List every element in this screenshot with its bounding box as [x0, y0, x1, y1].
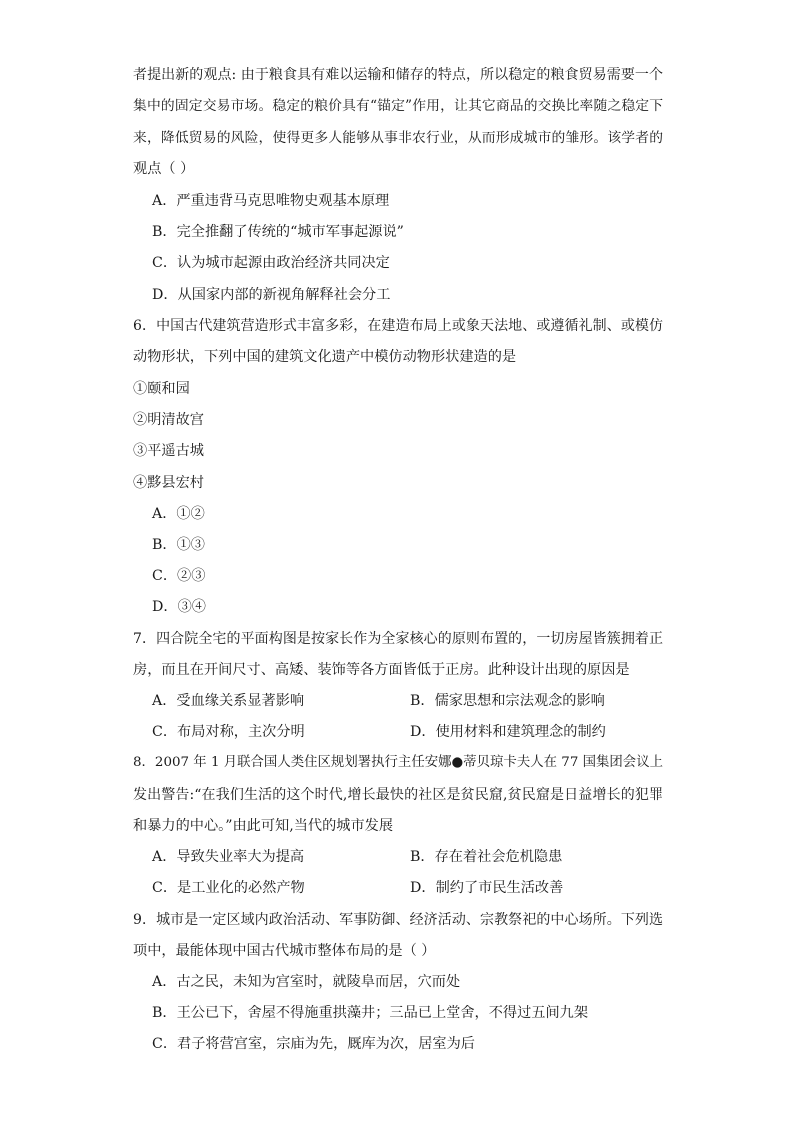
q5-line-1: 者提出新的观点: 由于粮食具有难以运输和储存的特点，所以稳定的粮食贸易需要一个: [133, 67, 663, 83]
q9-option-b: B．王公已下，舍屋不得施重拱藻井；三品已上堂舍，不得过五间九架: [152, 1005, 589, 1021]
q8-option-a: A．导致失业率大为提高: [152, 849, 305, 865]
q8-option-b: B．存在着社会危机隐患: [410, 849, 563, 865]
q8-line-3: 和暴力的中心。”由此可知,当代的城市发展: [133, 818, 394, 834]
q8-option-c: C．是工业化的必然产物: [152, 880, 305, 896]
q6-item-3: ③平遥古城: [133, 443, 204, 459]
q7-option-a: A．受血缘关系显著影响: [152, 693, 305, 709]
q8-line-1: 8．2007 年 1 月联合国人类住区规划署执行主任安娜●蒂贝琼卡夫人在 77 国集团会议上: [133, 755, 663, 770]
q5-option-a: A．严重违背马克思唯物史观基本原理: [152, 193, 390, 209]
q5-option-d: D．从国家内部的新视角解释社会分工: [152, 287, 391, 303]
q5-option-c: C．认为城市起源由政治经济共同决定: [152, 255, 390, 271]
q6-option-a: A．①②: [152, 506, 205, 522]
q6-option-b: B．①③: [152, 537, 205, 553]
q6-line-2: 动物形状，下列中国的建筑文化遗产中模仿动物形状建造的是: [133, 349, 517, 365]
q7-option-d: D．使用材料和建筑理念的制约: [410, 724, 606, 740]
q7-line-1: 7．四合院全宅的平面构图是按家长作为全家核心的原则布置的，一切房屋皆簇拥着正: [133, 631, 663, 647]
q6-option-d: D．③④: [152, 599, 206, 615]
q6-line-1: 6．中国古代建筑营造形式丰富多彩，在建造布局上或象天法地、或遵循礼制、或模仿: [133, 318, 663, 334]
q9-option-c: C．君子将营宫室，宗庙为先，厩库为次，居室为后: [152, 1036, 475, 1052]
q5-line-3: 来，降低贸易的风险，使得更多人能够从事非农行业，从而形成城市的雏形。该学者的: [133, 130, 663, 146]
q9-line-2: 项中，最能体现中国古代城市整体布局的是（ ）: [133, 943, 436, 959]
q8-line-2: 发出警告:“在我们生活的这个时代,增长最快的社区是贫民窟,贫民窟是日益增长的犯罪: [133, 787, 663, 803]
q5-line-2: 集中的固定交易市场。稳定的粮价具有“锚定”作用，让其它商品的交换比率随之稳定下: [133, 98, 663, 114]
q7-option-c: C．布局对称，主次分明: [152, 724, 305, 740]
q6-item-4: ④黟县宏村: [133, 475, 204, 491]
q6-item-2: ②明清故宫: [133, 412, 204, 428]
q9-option-a: A．古之民，未知为宫室时，就陵阜而居，穴而处: [152, 974, 461, 990]
q5-option-b: B．完全推翻了传统的“城市军事起源说”: [152, 224, 404, 240]
q7-line-2: 房，而且在开间尺寸、高矮、装饰等各方面皆低于正房。此种设计出现的原因是: [133, 662, 630, 678]
q9-line-1: 9．城市是一定区域内政治活动、军事防御、经济活动、宗教祭祀的中心场所。下列选: [133, 912, 663, 928]
q5-line-4: 观点（ ）: [133, 161, 195, 177]
q6-item-1: ①颐和园: [133, 381, 190, 397]
q6-option-c: C．②③: [152, 568, 206, 584]
q8-option-d: D．制约了市民生活改善: [410, 880, 564, 896]
q7-option-b: B．儒家思想和宗法观念的影响: [410, 693, 605, 709]
